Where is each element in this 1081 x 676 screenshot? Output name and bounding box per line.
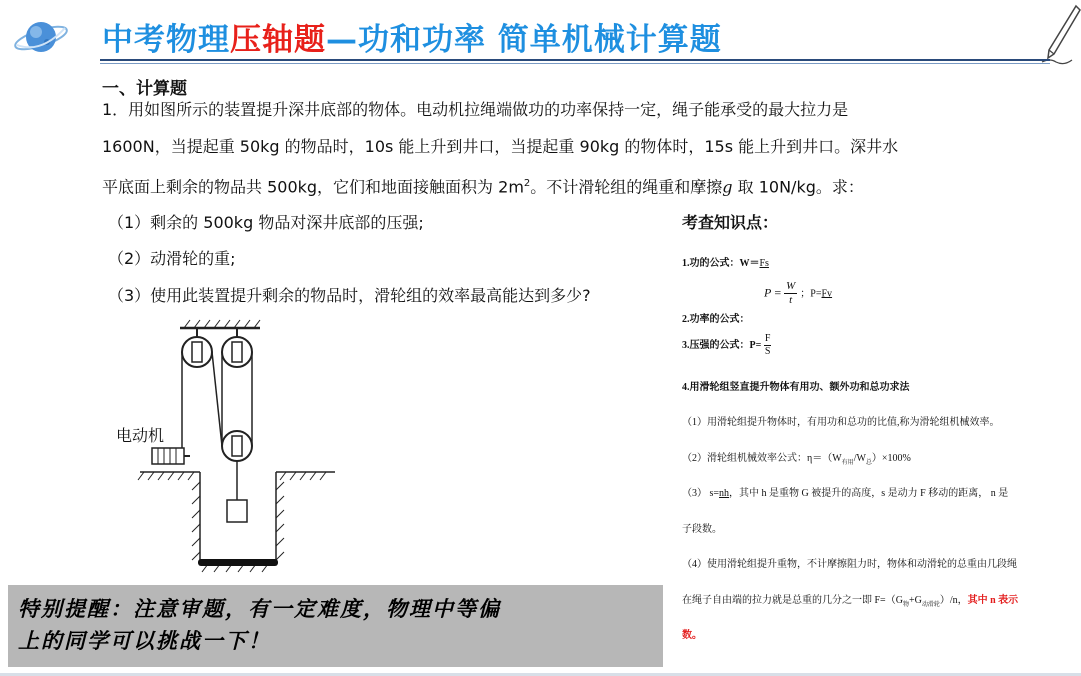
knowledge-item-4-3: （3） s=nh，其中 h 是重物 G 被提升的高度，s 是动力 F 移动的距离， n 是: [682, 488, 1009, 499]
sub-question-3: （3）使用此装置提升剩余的物品时，滑轮组的效率最高能达到多少?: [108, 286, 591, 305]
knowledge-item-4-4: （4）使用滑轮组提升重物，不计摩擦阻力时，物体和动滑轮的总重由几段绳: [682, 559, 1017, 570]
sub-question-1: （1）剩余的 500kg 物品对深井底部的压强;: [108, 213, 424, 232]
planet-logo-icon: [12, 14, 70, 60]
knowledge-item-4-5-cont: 数。: [682, 630, 702, 641]
knowledge-item-4-1: （1）用滑轮组提升物体时，有用功和总功的比值,称为滑轮组机械效率。: [682, 417, 1000, 428]
pulley-well-diagram: [100, 318, 340, 580]
title-bar: [0, 0, 1081, 64]
pen-icon: [1040, 4, 1081, 66]
reminder-line-1: 特别提醒：注意审题，有一定难度，物理中等偏: [18, 596, 501, 621]
knowledge-item-4: 4.用滑轮组竖直提升物体有用功、额外功和总功求法: [682, 382, 910, 393]
knowledge-item-4-3-cont: 子段数。: [682, 524, 722, 535]
reminder-banner: [8, 585, 663, 667]
page-title: 中考物理压轴题—功和功率 简单机械计算题: [102, 22, 722, 58]
knowledge-item-2: 2.功率的公式：: [682, 314, 750, 325]
motor-label: 电动机: [116, 426, 165, 445]
question-line-3: 平底面上剩余的物品共 500kg，它们和地面接触面积为 $2m^2$。不计滑轮组的绳重和摩擦g 取 10N/kg。求：: [102, 177, 864, 197]
title-underline-thin: [100, 63, 1050, 64]
sub-question-2: （2）动滑轮的重;: [108, 249, 236, 268]
knowledge-item-4-5: 在绳子自由端的拉力就是总重的几分之一即 $F=(G_物+G_{动滑轮})/n$，其中 n 表示: [682, 595, 1019, 608]
question-line-2: 1600N，当提起重 50kg 的物品时，10s 能上升到井口，当提起重 90kg 的物体时，15s 能上升到井口。深井水: [102, 137, 899, 156]
title-underline: [100, 59, 1050, 61]
knowledge-heading: 考查知识点：: [682, 213, 779, 232]
section-heading: 一、计算题: [102, 79, 187, 99]
reminder-line-2: 上的同学可以挑战一下！: [18, 628, 271, 653]
power-formula: P = $\frac{W}{t}$ ；P=Fv: [764, 280, 833, 306]
reminder-text: [18, 593, 658, 657]
knowledge-item-4-2: （2）滑轮组机械效率公式：$\eta=(W_{有用}/W_总)\times 100\%$: [682, 453, 911, 466]
knowledge-item-3: 3.压强的公式：P= $\frac{F}{S}$: [682, 333, 771, 357]
question-line-1: 1．用如图所示的装置提升深井底部的物体。电动机拉绳端做功的功率保持一定，绳子能承受的最大拉力是: [102, 100, 849, 119]
knowledge-points-panel: [682, 200, 1081, 640]
knowledge-item-1: 1.功的公式：W＝Fs: [682, 258, 769, 269]
